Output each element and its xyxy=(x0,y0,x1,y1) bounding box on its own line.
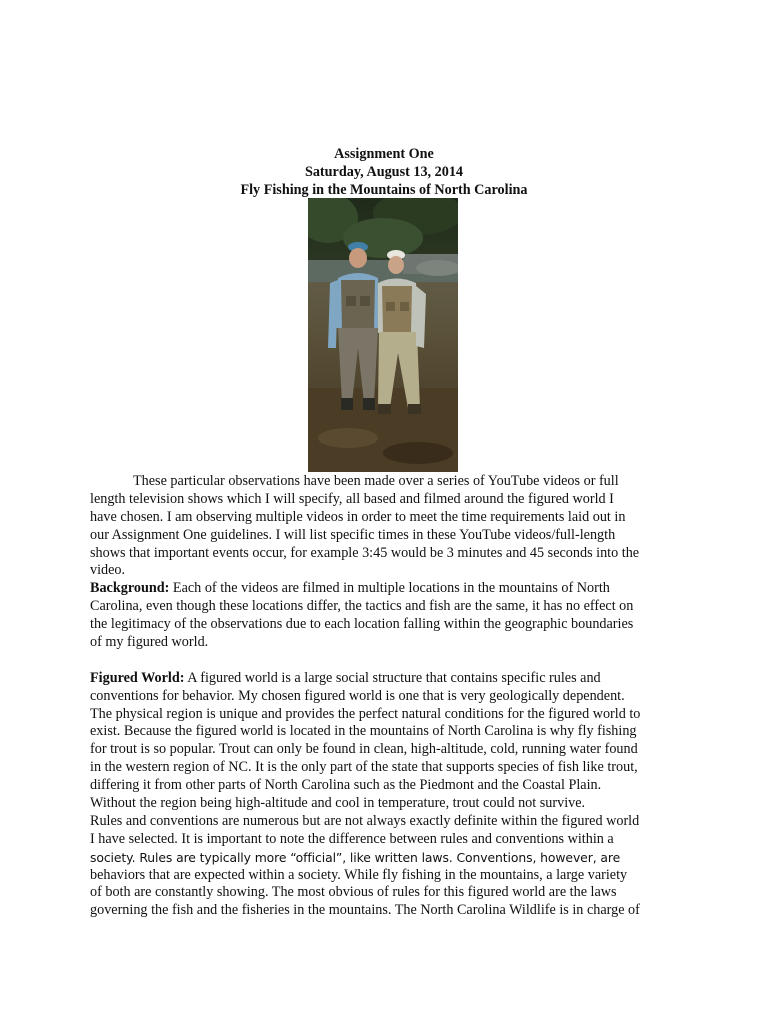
figured-world-line: governing the fish and the fisheries in the mountains. The North Carolina Wildlife is in charge of xyxy=(90,902,640,919)
intro-line: our Assignment One guidelines. I will list specific times in these YouTube videos/full-length xyxy=(90,526,616,543)
assignment-subtitle: Fly Fishing in the Mountains of North Carolina xyxy=(240,182,528,198)
figured-world-line: conventions for behavior. My chosen figured world is one that is very geologically dependent. xyxy=(90,687,625,704)
figured-world-line: behaviors that are expected within a society. While fly fishing in the mountains, a large variety xyxy=(90,866,628,883)
intro-line: length television shows which I will specify, all based and filmed around the figured world I xyxy=(90,490,614,507)
figured-world-line: exist. Because the figured world is located in the mountains of North Carolina is why fly fishing xyxy=(90,723,637,740)
assignment-date: Saturday, August 13, 2014 xyxy=(304,164,464,180)
anglers-photo xyxy=(308,198,458,472)
figured-world-line: Rules and conventions are numerous but are not always exactly definite within the figured world xyxy=(90,812,640,829)
figured-world-line: society. Rules are typically more “official”, like written laws. Conventions, however, are xyxy=(90,849,621,865)
figured-world-line: The physical region is unique and provides the perfect natural conditions for the figured world to xyxy=(90,705,641,722)
figured-world-line: Without the region being high-altitude and cool in temperature, trout could not survive. xyxy=(90,795,586,812)
intro-line: have chosen. I am observing multiple videos in order to meet the time requirements laid out in xyxy=(90,508,626,525)
figured-world-label: Figured World: xyxy=(90,669,185,686)
background-label: Background: xyxy=(90,580,170,597)
background-line: the legitimacy of the observations due to each location falling within the geographic boundaries xyxy=(90,616,634,633)
intro-line: shows that important events occur, for example 3:45 would be 3 minutes and 45 seconds into the xyxy=(90,544,640,561)
paragraph-gap xyxy=(90,652,690,670)
figured-world-line: I have selected. It is important to note the difference between rules and conventions within a xyxy=(90,830,614,847)
document-body xyxy=(90,473,690,920)
intro-line: These particular observations have been made over a series of YouTube videos or full xyxy=(133,473,619,489)
intro-line: video. xyxy=(90,562,126,579)
background-line: Carolina, even though these locations differ, the tactics and fish are the same, it has no effect on xyxy=(90,598,634,615)
figured-world-text: A figured world is a large social structure that contains specific rules and xyxy=(184,669,601,686)
figured-world-line: for trout is so popular. Trout can only be found in clean, high-altitude, cold, running water found xyxy=(90,741,638,758)
figured-world-line: of both are constantly showing. The most obvious of rules for this figured world are the laws xyxy=(90,884,617,901)
figured-world-first-line xyxy=(90,670,690,688)
background-first-line xyxy=(90,580,690,598)
figured-world-line: differing it from other parts of North Carolina such as the Piedmont and the Coastal Plain. xyxy=(90,777,602,794)
background-line: of my figured world. xyxy=(90,634,209,651)
figured-world-line: in the western region of NC. It is the only part of the state that supports species of fish like trout, xyxy=(90,759,638,776)
photo-two-anglers-in-waders-icon xyxy=(308,198,458,472)
assignment-title: Assignment One xyxy=(334,146,434,162)
background-text: Each of the videos are filmed in multiple locations in the mountains of North xyxy=(169,580,610,597)
